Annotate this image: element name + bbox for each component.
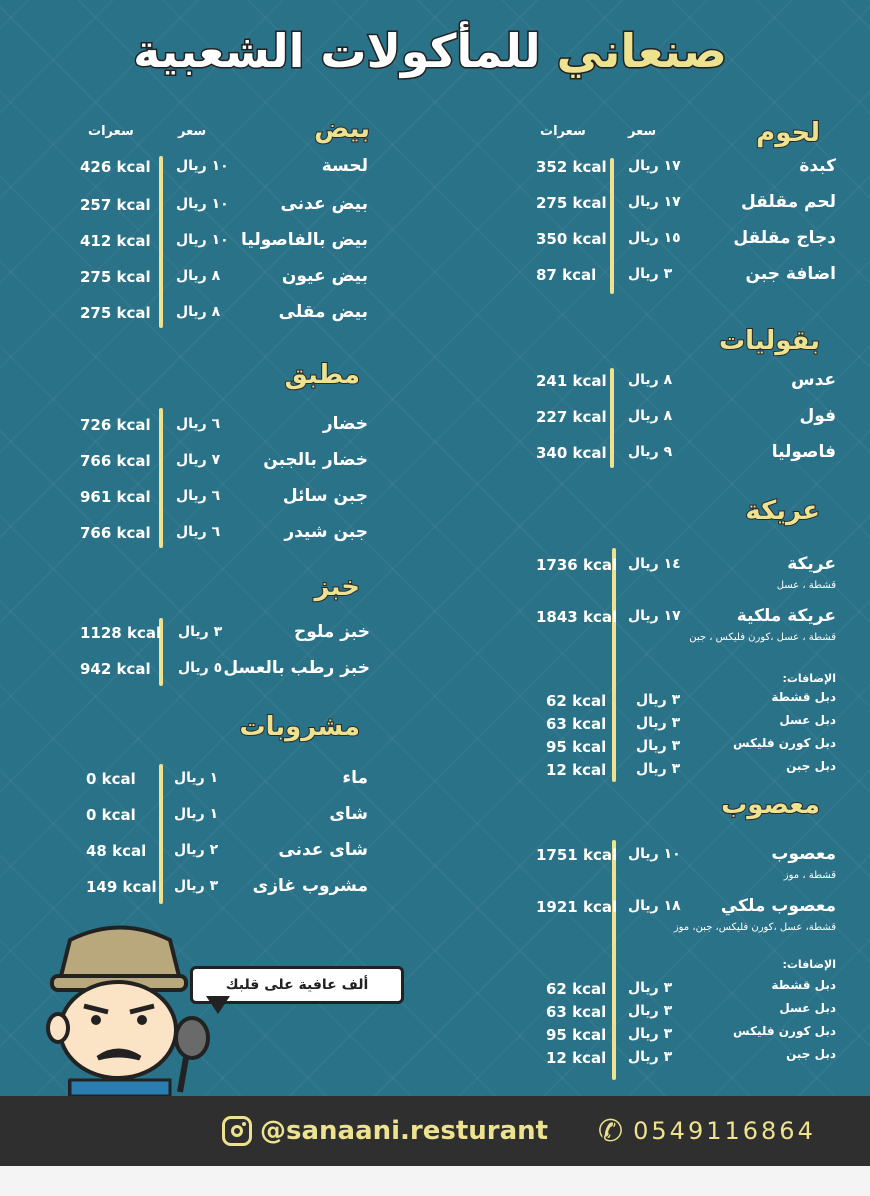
menu-row xyxy=(0,414,870,444)
title-rest: للمأكولات الشعبية xyxy=(133,24,541,78)
item-price: ٣ ريال xyxy=(628,980,673,996)
item-calories: 275 kcal xyxy=(80,268,151,286)
phone-icon: ✆ xyxy=(598,1113,624,1149)
menu-row xyxy=(0,194,870,224)
item-calories: 1843 kcal xyxy=(536,608,618,626)
item-price: ٩ ريال xyxy=(628,444,673,460)
item-calories: 350 kcal xyxy=(536,230,607,248)
item-calories: 0 kcal xyxy=(86,770,136,788)
item-name: دجاج مقلقل xyxy=(733,228,836,248)
item-price: ٢ ريال xyxy=(174,842,219,858)
item-calories: 257 kcal xyxy=(80,196,151,214)
section-title-baqooliyat: بقوليات xyxy=(718,326,820,356)
item-name: كبدة xyxy=(799,156,836,176)
item-price: ٣ ريال xyxy=(178,624,223,640)
menu-row xyxy=(0,230,870,260)
price-header-left: سعر xyxy=(178,124,207,139)
footer-strip xyxy=(0,1166,870,1196)
item-price: ٣ ريال xyxy=(628,1049,673,1065)
menu-row xyxy=(0,876,870,906)
item-name: دبل كورن فليكس xyxy=(733,736,836,750)
phone-number: 0549116864 xyxy=(633,1117,816,1145)
item-calories: 241 kcal xyxy=(536,372,607,390)
section-title-areeka: عريكة xyxy=(745,496,820,526)
item-calories: 961 kcal xyxy=(80,488,151,506)
masoob-additions-label: الإضافات: xyxy=(782,958,836,971)
item-price: ١٠ ريال xyxy=(628,846,681,862)
item-price: ٨ ريال xyxy=(176,304,221,320)
item-price: ١٨ ريال xyxy=(628,898,681,914)
section-title-mutabbaq: مطبق xyxy=(284,360,360,390)
item-price: ١٧ ريال xyxy=(628,194,681,210)
item-price: ٨ ريال xyxy=(628,372,673,388)
item-calories: 766 kcal xyxy=(80,452,151,470)
item-price: ٣ ريال xyxy=(636,738,681,754)
item-name: عريكة ملكية xyxy=(736,606,836,626)
item-price: ٣ ريال xyxy=(628,1026,673,1042)
item-calories: 942 kcal xyxy=(80,660,151,678)
item-name: دبل جبن xyxy=(786,759,836,773)
item-calories: 340 kcal xyxy=(536,444,607,462)
menu-row xyxy=(0,768,870,798)
item-name: دبل جبن xyxy=(786,1047,836,1061)
item-name: لحم مقلقل xyxy=(741,192,836,212)
price-header-right: سعر xyxy=(628,124,657,139)
item-price: ٧ ريال xyxy=(176,452,221,468)
item-price: ٣ ريال xyxy=(636,761,681,777)
item-calories: 12 kcal xyxy=(546,761,607,779)
section-title-mashroobat: مشروبات xyxy=(239,712,360,742)
item-price: ١ ريال xyxy=(174,770,219,786)
menu-row xyxy=(0,486,870,516)
item-name: مشروب غازى xyxy=(252,876,368,896)
item-calories: 0 kcal xyxy=(86,806,136,824)
item-calories: 62 kcal xyxy=(546,692,607,710)
item-name: دبل قشطة xyxy=(771,978,836,992)
item-calories: 62 kcal xyxy=(546,980,607,998)
item-ingredients: قشطة، عسل ،كورن فليكس، جبن، موز xyxy=(673,922,836,933)
instagram-icon xyxy=(222,1116,252,1146)
menu-row xyxy=(0,1047,870,1077)
menu-row xyxy=(0,450,870,480)
item-price: ٣ ريال xyxy=(628,1003,673,1019)
item-calories: 48 kcal xyxy=(86,842,147,860)
item-name: شاى عدنى xyxy=(278,840,368,860)
item-calories: 766 kcal xyxy=(80,524,151,542)
item-name: معصوب xyxy=(771,844,836,864)
item-price: ٦ ريال xyxy=(176,488,221,504)
item-calories: 149 kcal xyxy=(86,878,157,896)
section-title-bayd: بيض xyxy=(314,114,370,144)
item-price: ٨ ريال xyxy=(628,408,673,424)
item-name: بيض عدنى xyxy=(280,194,368,214)
menu-row xyxy=(0,522,870,552)
page-title xyxy=(130,24,730,94)
menu-row xyxy=(0,804,870,834)
item-ingredients: قشطة ، عسل ،كورن فليكس ، جبن xyxy=(689,632,836,643)
item-name: دبل عسل xyxy=(779,1001,836,1015)
item-name: عدس xyxy=(791,370,836,390)
item-price: ٦ ريال xyxy=(176,524,221,540)
item-price: ٣ ريال xyxy=(636,692,681,708)
item-calories: 1921 kcal xyxy=(536,898,618,916)
item-calories: 426 kcal xyxy=(80,158,151,176)
item-name: لحسة xyxy=(321,156,368,176)
item-calories: 87 kcal xyxy=(536,266,597,284)
item-price: ١٠ ريال xyxy=(176,232,229,248)
menu-row xyxy=(0,622,870,652)
menu-row xyxy=(0,302,870,332)
item-calories: 95 kcal xyxy=(546,738,607,756)
title-accent: صنعاني xyxy=(556,24,727,78)
item-calories: 12 kcal xyxy=(546,1049,607,1067)
item-name: جبن سائل xyxy=(282,486,368,506)
item-name: عريكة xyxy=(787,554,836,574)
item-ingredients: قشطة ، عسل xyxy=(776,580,836,591)
item-calories: 352 kcal xyxy=(536,158,607,176)
item-name: خبز رطب بالعسل xyxy=(223,658,370,678)
areeka-additions-label: الإضافات: xyxy=(782,672,836,685)
calories-header-right: سعرات xyxy=(540,124,586,139)
item-price: ١٠ ريال xyxy=(176,158,229,174)
item-name: فاصوليا xyxy=(771,442,836,462)
item-name: معصوب ملكي xyxy=(720,896,836,916)
phone-link[interactable] xyxy=(598,1111,816,1151)
item-price: ١٧ ريال xyxy=(628,158,681,174)
item-calories: 275 kcal xyxy=(80,304,151,322)
item-name: دبل كورن فليكس xyxy=(733,1024,836,1038)
item-name: اضافة جبن xyxy=(745,264,836,284)
item-calories: 95 kcal xyxy=(546,1026,607,1044)
item-name: دبل قشطة xyxy=(771,690,836,704)
calories-header-left: سعرات xyxy=(88,124,134,139)
item-calories: 1751 kcal xyxy=(536,846,618,864)
item-name: بيض بالفاصوليا xyxy=(241,230,368,250)
item-name: ماء xyxy=(342,768,368,788)
item-price: ٣ ريال xyxy=(628,266,673,282)
item-name: جبن شيدر xyxy=(284,522,368,542)
instagram-link[interactable] xyxy=(222,1111,548,1151)
item-calories: 412 kcal xyxy=(80,232,151,250)
menu-row xyxy=(0,840,870,870)
item-calories: 726 kcal xyxy=(80,416,151,434)
item-price: ٦ ريال xyxy=(176,416,221,432)
item-price: ٨ ريال xyxy=(176,268,221,284)
item-name: دبل عسل xyxy=(779,713,836,727)
menu-row xyxy=(0,266,870,296)
item-price: ١٧ ريال xyxy=(628,608,681,624)
item-name: شاى xyxy=(329,804,368,824)
item-name: فول xyxy=(799,406,836,426)
item-name: بيض مقلى xyxy=(278,302,368,322)
item-name: خضار xyxy=(322,414,368,434)
item-price: ١ ريال xyxy=(174,806,219,822)
item-calories: 227 kcal xyxy=(536,408,607,426)
item-price: ٣ ريال xyxy=(636,715,681,731)
item-price: ١٠ ريال xyxy=(176,196,229,212)
item-name: خضار بالجبن xyxy=(263,450,368,470)
item-price: ٣ ريال xyxy=(174,878,219,894)
item-ingredients: قشطة ، موز xyxy=(783,870,836,881)
section-title-khubz: خبز xyxy=(314,572,360,602)
item-calories: 1128 kcal xyxy=(80,624,162,642)
menu-row xyxy=(0,370,870,400)
menu-row xyxy=(0,156,870,186)
item-name: خبز ملوح xyxy=(293,622,370,642)
item-calories: 275 kcal xyxy=(536,194,607,212)
item-price: ١٤ ريال xyxy=(628,556,681,572)
section-title-masoob: معصوب xyxy=(721,790,820,820)
instagram-handle: @sanaani.resturant xyxy=(260,1116,549,1146)
item-calories: 63 kcal xyxy=(546,715,607,733)
menu-row xyxy=(0,658,870,688)
section-title-lahoom: لحوم xyxy=(756,118,820,148)
item-price: ١٥ ريال xyxy=(628,230,681,246)
item-price: ٥ ريال xyxy=(178,660,223,676)
item-calories: 63 kcal xyxy=(546,1003,607,1021)
item-calories: 1736 kcal xyxy=(536,556,618,574)
speech-bubble: ألف عافية على قلبك xyxy=(190,966,404,1004)
item-name: بيض عيون xyxy=(281,266,368,286)
